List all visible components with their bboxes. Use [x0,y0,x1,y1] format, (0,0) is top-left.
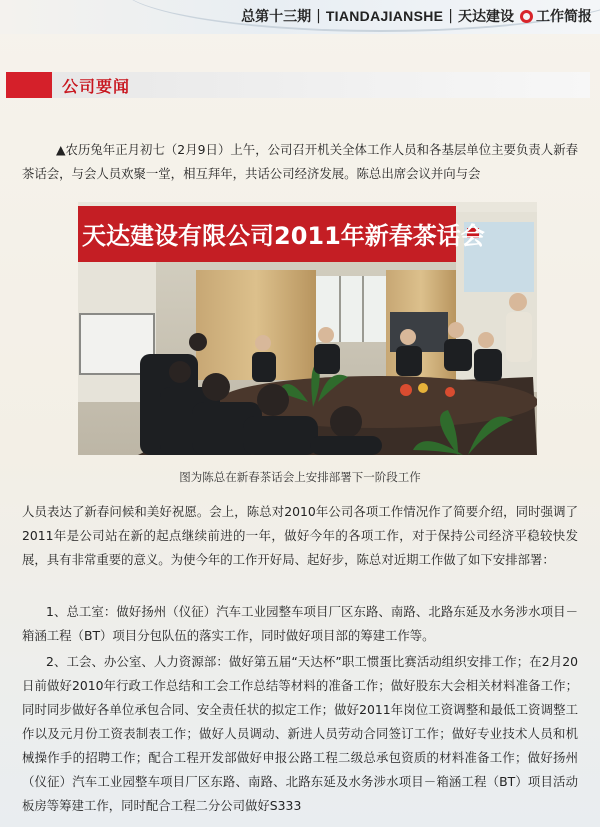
company-logo-icon [520,10,533,23]
article-intro: ▲农历兔年正月初七（2月9日）上午，公司召开机关全体工作人员和各基层单位主要负责人新春茶话会，与会人员欢聚一堂，相互拜年，共话公司经济发展。陈总出席会议并向与会 [22,142,578,181]
banner-text: 天达建设有限公司2011年新春茶话会 [82,222,485,250]
section-marker [6,72,52,98]
article-item-2: 2、工会、办公室、人力资源部：做好第五届“天达杯”职工惯蛋比赛活动组织安排工作；在2月20日前做好2010年行政工作总结和工会工作总结等材料的准备工作；做好股东大会相关材料准备工作；同时同步做好各单位承包合同、安全责任状的拟定工作；做好2011年岗位工资调整和最低工资调整工作以及元月份工资表制表工作；做好人员调动、新进人员劳动合同签订工作；做好专业技术人员和机械操作手的招聘工作；配合工程开发部做好申报公路工程二级总承包资质的材料准备工作；做好扬州（仪征）汽车工业园整车项目厂区东路、南路、北路东延及水务涉水项目－箱涵工程（BT）项目活动板房等筹建工作，同时配合工程二分公司做好S333 [22,654,578,813]
meeting-photo [78,202,537,455]
page-header [0,0,600,34]
brand-chinese: 天达建设 [458,9,514,25]
brand-english: TIANDAJIANSHE [325,8,444,24]
section-title: 公司要闻 [62,77,131,96]
article-item-1: 1、总工室：做好扬州（仪征）汽车工业园整车项目厂区东路、南路、北路东延及水务涉水项目－箱涵工程（BT）项目分包队伍的落实工作，同时做好项目部的筹建工作等。 [22,604,578,643]
header-divider: | [448,8,453,24]
publication-name: 工作简报 [536,9,592,25]
header-divider: | [316,8,321,24]
issue-number: 总第十三期 [241,9,312,25]
photo-caption: 图为陈总在新春茶话会上安排部署下一阶段工作 [179,470,421,484]
header-text [241,6,592,26]
article-paragraph: 人员表达了新春问候和美好祝愿。会上，陈总对2010年公司各项工作情况作了简要介绍，同时强调了2011年是公司站在新的起点继续前进的一年，做好今年的各项工作，对于保持公司经济平稳较快发展，具有非常重要的意义。为使今年的工作开好局、起好步，陈总对近期工作做了如下安排部署： [22,504,578,567]
